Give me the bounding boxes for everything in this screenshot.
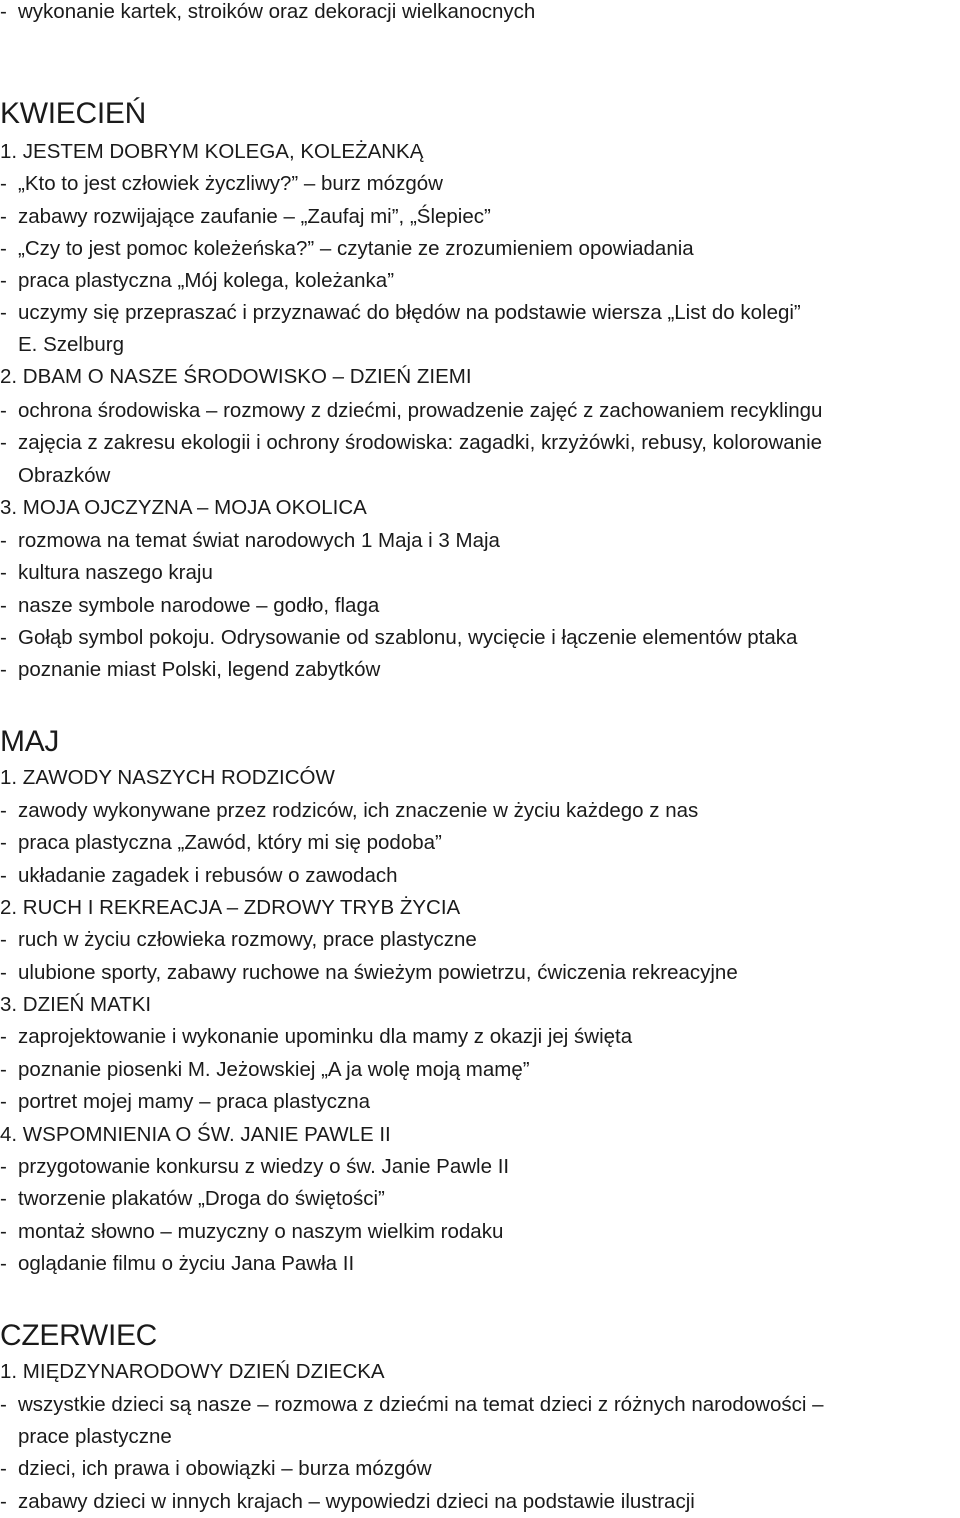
list-item-text: Gołąb symbol pokoju. Odrysowanie od szablonu, wycięcie i łączenie elementów ptaka <box>18 626 798 649</box>
bullet-dash: - <box>0 529 7 552</box>
list-item-text: uczymy się przepraszać i przyznawać do błędów na podstawie wiersza „List do kolegi” <box>18 301 801 324</box>
list-item <box>0 1086 370 1118</box>
section-heading: 2. DBAM O NASZE ŚRODOWISKO – DZIEŃ ZIEMI <box>0 365 472 388</box>
list-item <box>0 395 822 427</box>
list-item <box>0 1453 432 1485</box>
list-item <box>0 654 380 686</box>
bullet-dash: - <box>0 0 7 23</box>
list-item-text: oglądanie filmu o życiu Jana Pawła II <box>18 1252 355 1275</box>
list-item <box>0 1183 385 1215</box>
bullet-dash: - <box>0 1220 7 1243</box>
bullet-dash: - <box>0 1155 7 1178</box>
list-item-text: wszystkie dzieci są nasze – rozmowa z dziećmi na temat dzieci z różnych narodowości – <box>18 1393 824 1416</box>
list-item <box>0 1054 530 1086</box>
bullet-dash: - <box>0 626 7 649</box>
list-item <box>0 557 213 589</box>
list-item <box>0 1248 354 1280</box>
bullet-dash: - <box>0 961 7 984</box>
list-item-text: zaprojektowanie i wykonanie upominku dla mamy z okazji jej święta <box>18 1025 633 1048</box>
list-item-text: zajęcia z zakresu ekologii i ochrony środowiska: zagadki, krzyżówki, rebusy, kolorowanie <box>18 431 823 454</box>
list-item <box>0 622 797 654</box>
bullet-dash: - <box>0 269 7 292</box>
section-heading: 2. RUCH I REKREACJA – ZDROWY TRYB ŻYCIA <box>0 896 461 919</box>
list-item-continuation: E. Szelburg <box>18 333 124 356</box>
bullet-dash: - <box>0 594 7 617</box>
list-item <box>0 297 801 329</box>
list-item-text: zabawy rozwijające zaufanie – „Zaufaj mi”, „Ślepiec” <box>18 205 491 228</box>
bullet-dash: - <box>0 431 7 454</box>
list-item-text: montaż słowno – muzyczny o naszym wielkim rodaku <box>18 1220 504 1243</box>
section-heading: 1. ZAWODY NASZYCH RODZICÓW <box>0 766 335 789</box>
section-heading: 1. JESTEM DOBRYM KOLEGA, KOLEŻANKĄ <box>0 140 424 163</box>
section-heading: 1. MIĘDZYNARODOWY DZIEŃ DZIECKA <box>0 1360 385 1383</box>
bullet-dash: - <box>0 1090 7 1113</box>
month-heading: CZERWIEC <box>0 1319 158 1352</box>
list-item <box>0 168 443 200</box>
bullet-dash: - <box>0 1490 7 1513</box>
list-item <box>0 1216 503 1248</box>
list-item <box>0 957 738 989</box>
list-item-text: zawody wykonywane przez rodziców, ich znaczenie w życiu każdego z nas <box>18 799 699 822</box>
list-item-text: rozmowa na temat świat narodowych 1 Maja i 3 Maja <box>18 529 500 552</box>
list-item-text: wykonanie kartek, stroików oraz dekoracji wielkanocnych <box>18 0 536 23</box>
list-item-text: tworzenie plakatów „Droga do świętości” <box>18 1187 385 1210</box>
section-heading: 3. MOJA OJCZYZNA – MOJA OKOLICA <box>0 496 367 519</box>
bullet-dash: - <box>0 301 7 324</box>
list-item-text: zabawy dzieci w innych krajach – wypowiedzi dzieci na podstawie ilustracji <box>18 1490 695 1513</box>
list-item <box>0 1389 824 1421</box>
bullet-dash: - <box>0 799 7 822</box>
bullet-dash: - <box>0 172 7 195</box>
list-item <box>0 924 477 956</box>
bullet-dash: - <box>0 237 7 260</box>
list-item-text: kultura naszego kraju <box>18 561 213 584</box>
bullet-dash: - <box>0 658 7 681</box>
section-heading: 3. DZIEŃ MATKI <box>0 993 152 1016</box>
bullet-dash: - <box>0 928 7 951</box>
list-item-text: przygotowanie konkursu z wiedzy o św. Janie Pawle II <box>18 1155 510 1178</box>
bullet-dash: - <box>0 1393 7 1416</box>
list-item-text: „Kto to jest człowiek życzliwy?” – burz mózgów <box>18 172 443 195</box>
list-item-text: praca plastyczna „Zawód, który mi się podoba” <box>18 831 442 854</box>
list-item <box>0 827 442 859</box>
list-item-text: układanie zagadek i rebusów o zawodach <box>18 864 398 887</box>
list-item <box>0 0 535 28</box>
section-heading: 4. WSPOMNIENIA O ŚW. JANIE PAWLE II <box>0 1123 391 1146</box>
list-item <box>0 795 698 827</box>
list-item <box>0 860 398 892</box>
bullet-dash: - <box>0 864 7 887</box>
bullet-dash: - <box>0 1187 7 1210</box>
list-item <box>0 1486 695 1518</box>
bullet-dash: - <box>0 1252 7 1275</box>
list-item-continuation: Obrazków <box>18 464 111 487</box>
list-item <box>0 1151 509 1183</box>
list-item <box>0 201 491 233</box>
bullet-dash: - <box>0 399 7 422</box>
list-item <box>0 1021 632 1053</box>
bullet-dash: - <box>0 205 7 228</box>
bullet-dash: - <box>0 561 7 584</box>
list-item-text: „Czy to jest pomoc koleżeńska?” – czytanie ze zrozumieniem opowiadania <box>18 237 694 260</box>
list-item-text: poznanie miast Polski, legend zabytków <box>18 658 381 681</box>
list-item <box>0 427 822 459</box>
month-heading: KWIECIEŃ <box>0 97 146 130</box>
list-item <box>0 525 500 557</box>
list-item <box>0 265 394 297</box>
list-item <box>0 590 379 622</box>
list-item-text: ulubione sporty, zabawy ruchowe na świeżym powietrzu, ćwiczenia rekreacyjne <box>18 961 738 984</box>
list-item-text: poznanie piosenki M. Jeżowskiej „A ja wolę moją mamę” <box>18 1058 530 1081</box>
month-heading: MAJ <box>0 725 60 758</box>
list-item-text: dzieci, ich prawa i obowiązki – burza mózgów <box>18 1457 432 1480</box>
list-item <box>0 233 694 265</box>
list-item-text: portret mojej mamy – praca plastyczna <box>18 1090 371 1113</box>
bullet-dash: - <box>0 1058 7 1081</box>
list-item-text: ochrona środowiska – rozmowy z dziećmi, prowadzenie zajęć z zachowaniem recyklingu <box>18 399 823 422</box>
bullet-dash: - <box>0 1025 7 1048</box>
bullet-dash: - <box>0 1457 7 1480</box>
list-item-text: nasze symbole narodowe – godło, flaga <box>18 594 380 617</box>
list-item-text: ruch w życiu człowieka rozmowy, prace plastyczne <box>18 928 477 951</box>
list-item-continuation: prace plastyczne <box>18 1425 172 1448</box>
list-item-text: praca plastyczna „Mój kolega, koleżanka” <box>18 269 395 292</box>
bullet-dash: - <box>0 831 7 854</box>
